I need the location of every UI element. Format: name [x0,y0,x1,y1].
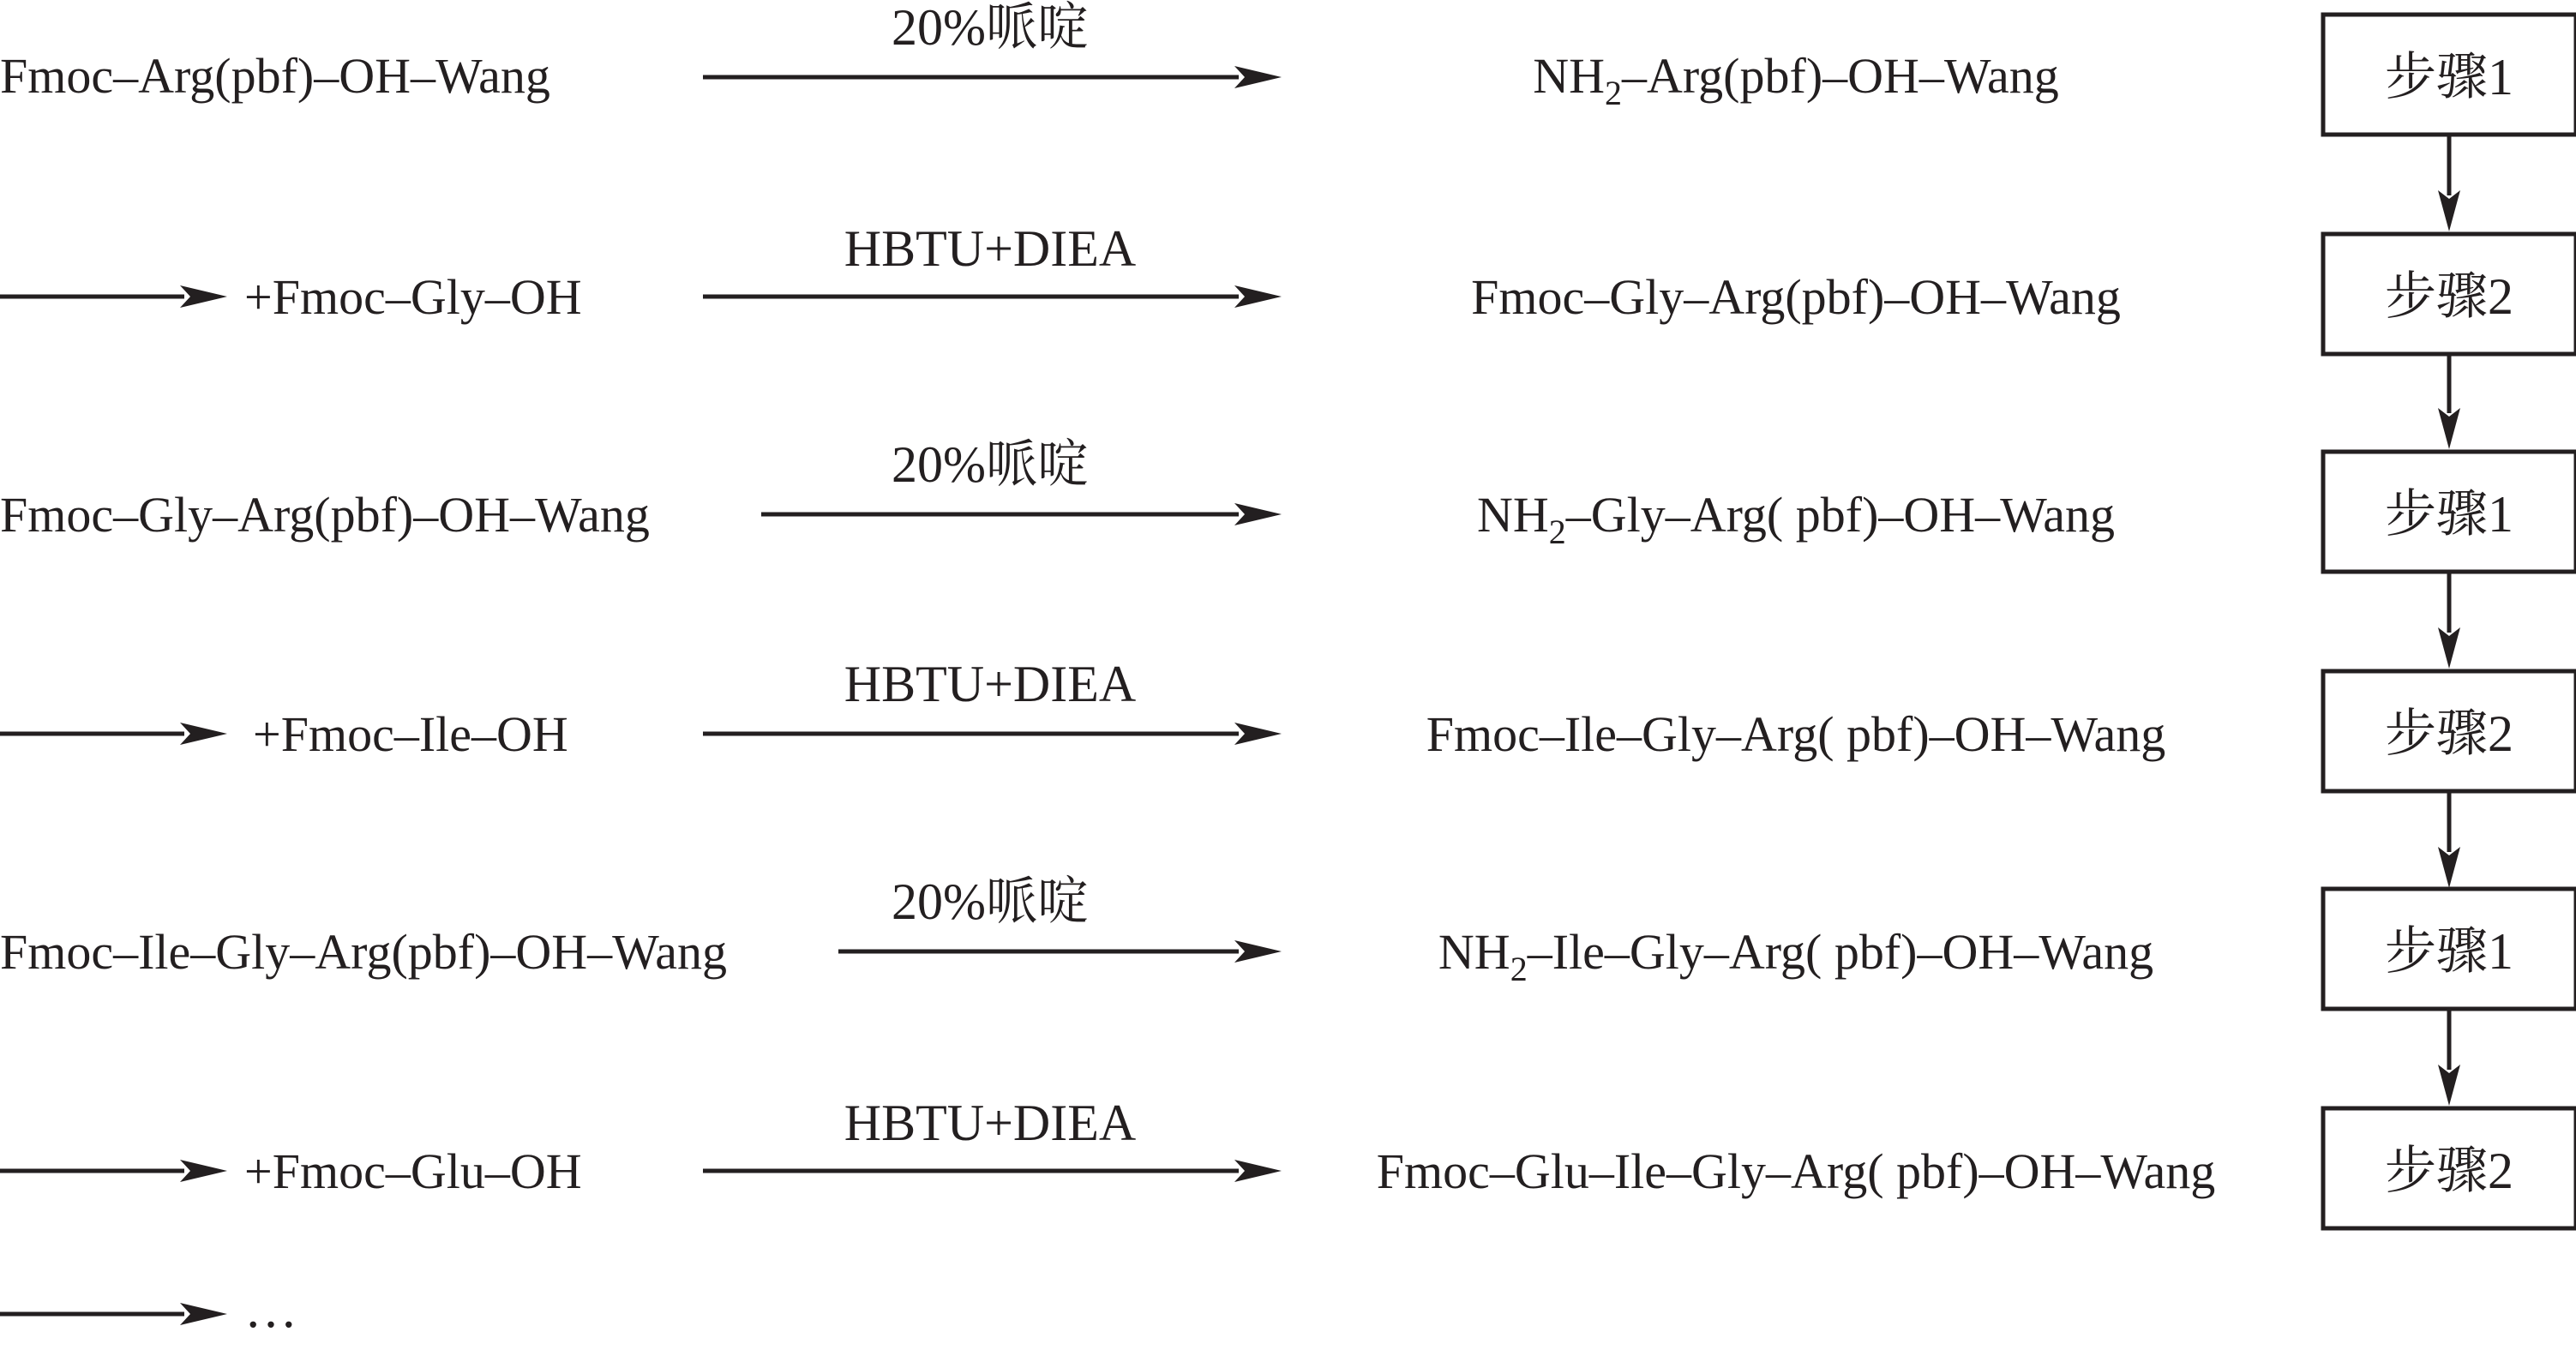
reactant-3: Fmoc–Gly–Arg(pbf)–OH–Wang [0,487,650,543]
reactant-4: +Fmoc–Ile–OH [253,706,568,762]
reagent-1: 20%哌啶 [892,0,1089,56]
reagent-6: HBTU+DIEA [844,1095,1137,1151]
arrowhead-icon [180,1303,227,1325]
step-label-6: 步骤2 [2385,1143,2513,1199]
arrowhead-icon [1234,66,1282,88]
step-label-5: 步骤1 [2385,923,2513,980]
arrowhead-icon [1234,285,1282,308]
product-2: Fmoc–Gly–Arg(pbf)–OH–Wang [1471,269,2121,325]
reagent-3: 20%哌啶 [892,436,1089,493]
step-label-1: 步骤1 [2385,49,2513,105]
reagent-5: 20%哌啶 [892,873,1089,930]
product-1: $NH_2-Arg(pbf)-OH$–Wang [1533,48,2059,112]
product-6: Fmoc–Glu–Ile–Gly–Arg( pbf)–OH–Wang [1376,1143,2216,1199]
arrowhead-icon [180,723,227,745]
arrowhead-down-icon [2438,190,2460,231]
reactant-5: Fmoc–Ile–Gly–Arg(pbf)–OH–Wang [0,924,727,980]
reagent-4: HBTU+DIEA [844,656,1137,712]
product-3: $NH_2-Gly-Arg$( pbf)–OH–Wang [1477,487,2115,551]
product-4: Fmoc–Ile–Gly–Arg( pbf)–OH–Wang [1426,706,2166,762]
reactant-1: Fmoc–Arg(pbf)–OH–Wang [0,48,550,104]
arrowhead-icon [1234,940,1282,963]
arrowhead-down-icon [2438,847,2460,888]
arrowhead-down-icon [2438,1065,2460,1106]
step-label-3: 步骤1 [2385,486,2513,543]
arrowhead-icon [180,285,227,308]
ellipsis: … [244,1281,297,1339]
arrowhead-icon [180,1160,227,1182]
product-5: $NH_2-Ile-Gly-Arg$( pbf)–OH–Wang [1438,924,2154,988]
arrowhead-down-icon [2438,627,2460,669]
reactant-2: +Fmoc–Gly–OH [244,269,582,325]
arrowhead-icon [1234,503,1282,525]
arrowhead-down-icon [2438,408,2460,449]
reagent-2: HBTU+DIEA [844,220,1137,277]
step-label-2: 步骤2 [2385,268,2513,325]
step-label-4: 步骤2 [2385,705,2513,762]
arrowhead-icon [1234,723,1282,745]
arrowhead-icon [1234,1160,1282,1182]
reactant-6: +Fmoc–Glu–OH [244,1143,582,1199]
